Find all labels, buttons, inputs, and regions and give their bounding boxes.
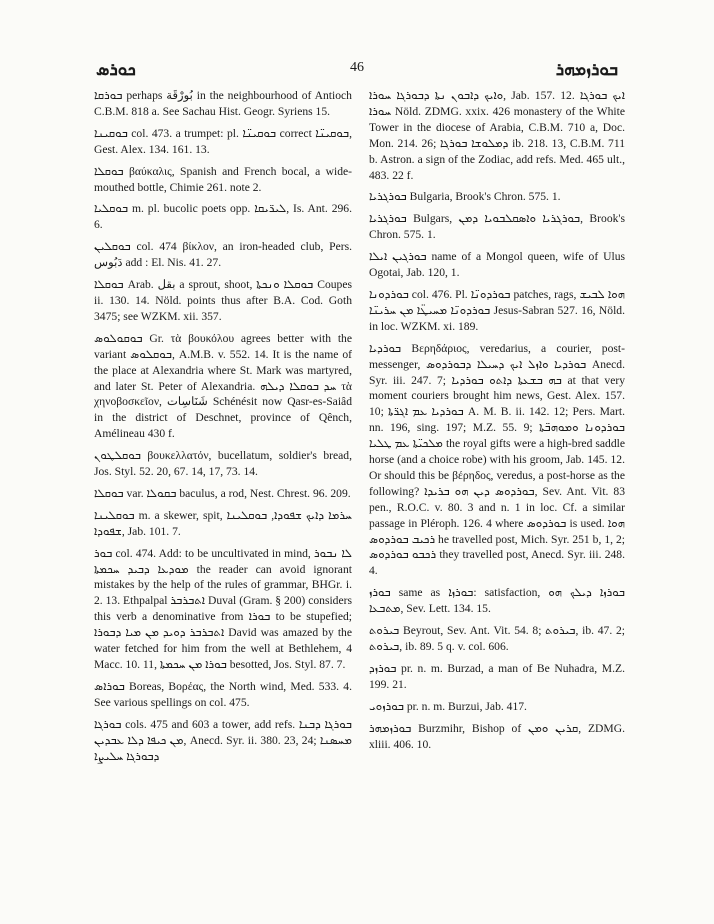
- dictionary-entry: ܒܘܪܐܣ Boreas, Βορέας, the North wind, Med. 533. 4. See various spellings on col. 475.: [94, 679, 352, 709]
- running-head-right: ܒܘܪܙܡܗܪ: [555, 60, 618, 79]
- dictionary-entry: ܒܘܩܘܠܘܣ Gr. τὰ βουκόλου agrees better with the variant ܒܘܩܠܘܣ, A.M.B. v. 552. 14. It is the name of the place at Alexandria where St. Mark was martyred, and later St. Peter of Alexandria. ܚܕ ܒܘܩܠܐ ܕܝܠܗ τὰ χηνοβοσκεῖον, شَنَاسِات Schénésit now Qasr-es-Saiâd in the district of Deschnet, province of Qênch, Amélineau 430 f.: [94, 331, 352, 441]
- dictionary-entry: ܒܘܪܙܕ pr. n. m. Burzad, a man of Be Nuhadra, M.Z. 199. 21.: [369, 661, 625, 691]
- left-column: [94, 88, 352, 770]
- dictionary-entry: ܒܘܩܠܝܢ col. 474 βίκλον, an iron-headed club, Pers. دَبُوس add : El. Nis. 41. 27.: [94, 240, 352, 270]
- dictionary-entry: ܒܘܩܠܐ var. ܒܩܘܠܐ baculus, a rod, Nest. Chrest. 96. 209.: [94, 486, 351, 500]
- dictionary-entry: ܒܘܪܓܪܝܐ Bulgaria, Brook's Chron. 575. 1.: [369, 190, 561, 204]
- dictionary-entry: ܒܘܪܓܪܝܐ Bulgars, ܒܘܪܓܪܝܐ ܘܐܣܩܠܒܘܝܐ ܕܡܢ, Brook's Chron. 575. 1.: [369, 212, 626, 242]
- dictionary-entry: ܒܘܪ col. 474. Add: to be uncultivated in mind, ܠܐ ܢܒܘܪ ܡܘܕܥܐ ܕܒܝܕ ܚܟܡܬܐ the reader can avoid ignorant mistakes by the help of the rules of grammar, BHGr. i. 2. 13. Ethpalpal ܐܬܒܪܒܪ Duval (Gram. § 200) considers this verb a denominative from ܒܘܪܐ to be stupefied; ܐܬܒܪܒܪ ܕܘܝܕ ܡܢ ܡܝܐ ܕܒܘܪܐ David was amazed by the water fetched for him from the well at Bethlehem, 4 Macc. 10. 11, ܒܘܪܐ ܡܢ ܚܟܡܬܐ besotted, Jos. Styl. 87. 7.: [94, 546, 352, 671]
- dictionary-entry: ܒܘܪܙ same as ܒܘܪܙܐ: satisfaction, ܒܘܪܙܐ ܕܝܠܟ ܗܘ ܡܬܒܥܐ, Sev. Lett. 134. 15.: [369, 586, 626, 616]
- dictionary-entry: ܒܘܩܠܝܢܐ m. a skewer, spit, ܚܪܡܐ ܕܐܝܟ ܫܦܘܕܐ, ܒܘܩܠܝܢܐ ܫܦܘܕܐ, Jab. 101. 7.: [94, 508, 352, 538]
- dictionary-entry: ܒܘܩܠܛܘܢ βουκελλατόν, bucellatum, soldier's bread, Jos. Styl. 52. 20, 67. 14, 17, 73. 14.: [94, 449, 352, 479]
- dictionary-entry: ܒܝܪܘܬ Beyrout, Sev. Ant. Vit. 54. 8; ܒܝܪܘܬ, ib. 47. 2; ܒܝܪܘܬ, ib. 89. 5 q. v. col. 606.: [369, 624, 625, 653]
- dictionary-entry: ܒܘܪܩܐ perhaps بُورْقَة in the neighbourhood of Antioch C.B.M. 818 a. See Sachau Hist. Geogr. Syriens 15.: [94, 89, 352, 118]
- right-column: [369, 88, 625, 758]
- dictionary-entry: ܒܘܪܙܘܝ pr. n. m. Burzui, Jab. 417.: [369, 699, 527, 713]
- dictionary-entry: ܒܘܩܝܢܐ col. 473. a trumpet: pl. ܒܘܩܝܢ̈ܐ correct ܒܘܩܝܢ̈ܐ, Gest. Alex. 134. 161. 13.: [94, 126, 352, 156]
- dictionary-entry: ܒܘܪܓܝܢ ܐܝܠܐ name of a Mongol queen, wife of Ulus Ogotai, Jab. 120, 1.: [369, 250, 625, 280]
- dictionary-entry: ܒܘܩܠܐ Arab. بقل a sprout, shoot, ܒܘܩܠܐ ܘܢܟܬܐ Coupes ii. 130. 14. Nöld. points thus after B.A. Cod. Goth 3475; see WZKM. xii. 357.: [94, 278, 352, 323]
- dictionary-entry: ܒܘܩܠܐ βαύκαλις, Spanish and French bocal, a wide-mouthed bottle, Chimie 261. note 2.: [94, 164, 352, 194]
- running-head-left: ܟܘܪܣ: [96, 60, 136, 79]
- dictionary-entry: ܒܘܩܠܝܐ m. pl. bucolic poets opp. ܠܝܪ̈ܝܩܐ, Is. Ant. 296. 6.: [94, 202, 352, 232]
- dictionary-entry: ܘܐܝܟ ܕܐܒܘܢ ܢܬܐ ܕܒܘܪܓܐ ܚܘܪܐ, Jab. 157. 12. ܐܝܟ ܒܘܪܓܐ ܚܘܪܐ Nöld. ZDMG. xxix. 426 monastery of the White Tower in the diocese of Arabia, C.B.M. 710 a, Doc. Mon. 214. 26; ܕܡܠܘܫܐ ܒܘܪܓܐ ib. 218. 13, C.B.M. 711 b. Astron. a sign of the Zodiac, add refs. Med. 465 ult., 483. 22 f.: [369, 89, 626, 182]
- dictionary-entry: ܒܘܪܙܡܗܪ Burzmihr, Bishop of ܩܪܝܢ ܘܡܢ, ZDMG. xliii. 406. 10.: [369, 721, 625, 751]
- dictionary-entry: ܒܘܪܕܝܐ Βερηδάριος, veredarius, a courier, post-messenger, ܒܘܪܕܝܐ ܘܐܙܠ ܐܝܟ ܕܚܝܠܐ ܕܒܘܪܕܘܣ Anecd. Syr. iii. 247. 7; ܒܗ ܒܫܥܬܐ ܕܐܬܘ ܒܘܪܕܝܐ at that very moment couriers brought him news, Gest. Alex. 157. 10; ܒܘܪܕܝܐ ܥܡ ܐܓܪ̈ܬܐ A. M. B. ii. 142. 12; Pers. Mart. nn. 196, sing. 197; M.Z. 55. 9; ܒܘܪܕܘܢܐ ܘܡܘܗܒ̈ܬܐ ܡܠܟܝ̈ܬܐ ܥܡ ܛܠܝܐ the royal gifts were a high-bred saddle horse (and a choice robe) with his groom, Jab. 145. 12. Or should this be βέρηδος, veredus, a post-horse as the following? ܒܘܪܕܘܣ ܕܝܢ ܗܘ ܒܪܝܕܐ, Sev. Ant. Vit. 83 pen., R.O.C. v. 80. 3 and n. 1 in loc. Cf. a similar passage in Pléroph. 126. 4 where ܒܘܪܕܘܣ is used. ܗܘܐ ܪܟܝܒ ܒܘܪܕܘܣ he travelled post, Mich. Syr. 251 b, 1, 2; ܪܟܒܘ ܒܘܪܕܘܣ they travelled post, Anecd. Syr. iii. 248. 4.: [369, 341, 626, 578]
- dictionary-entry: ܒܘܪܓܐ cols. 475 and 603 a tower, add refs. ܒܘܪܓܐ ܕܒܢܐ ܡܢ ܟܝܦܐ ܕܠܐ ܥܒܕܝܢ, Anecd. Syr. ii. 380. 23, 24; ܡܚܣܢܐ ܕܒܘܪܓܐ ܚܠܝܨܐ: [94, 717, 352, 763]
- page-header: [0, 60, 714, 82]
- page-number: 46: [350, 60, 364, 75]
- dictionary-entry: ܒܘܪܕܘܢܐ col. 476. Pl. ܒܘܪܕܘܢ̈ܐ patches, rags, ܗܘܐ ܠܒܝܫ ܒܘܪܕܘܢ̈ܐ ܡܚܝܛ̈ܐ ܡܢ ܚܪܝܢ̈ܐ Jesus-Sabran 527. 16, Nöld. in loc. WZKM. xi. 189.: [369, 287, 626, 333]
